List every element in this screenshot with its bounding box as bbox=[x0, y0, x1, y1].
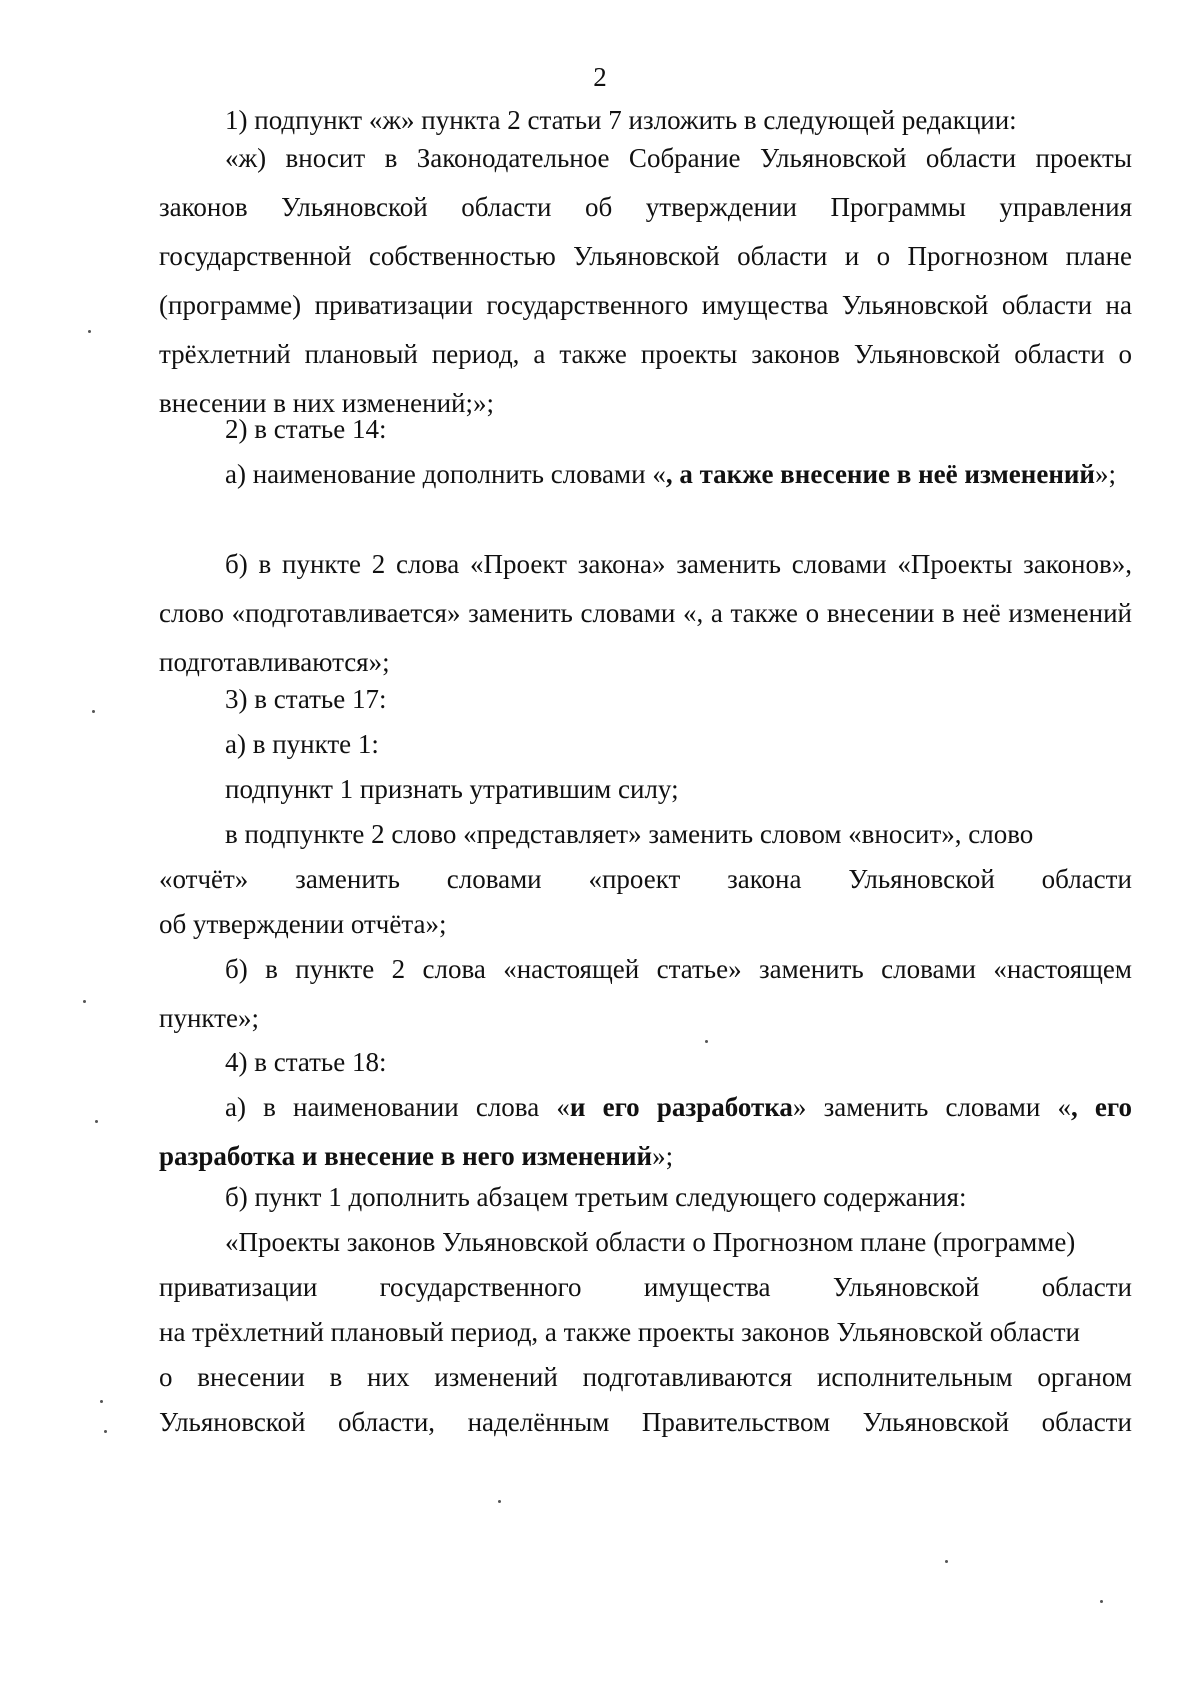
paragraph-18-a-bold1: и его разработка bbox=[569, 1092, 793, 1122]
paragraph-article-18: 4) в статье 18: bbox=[225, 1047, 387, 1077]
paragraph-item-1: 1) подпункт «ж» пункта 2 статьи 7 изложить в следующей редакции: bbox=[225, 105, 1017, 135]
paragraph-14-a-end: »; bbox=[1095, 459, 1117, 489]
page-number: 2 bbox=[593, 62, 607, 92]
scan-speck bbox=[104, 1430, 107, 1433]
paragraph-14-a-text: а) наименование дополнить словами « bbox=[225, 459, 666, 489]
paragraph-18-a-text: а) в наименовании слова « bbox=[225, 1092, 570, 1122]
scan-speck bbox=[705, 1040, 708, 1043]
paragraph-18-a-bold2: , его разработка и внесение в него изменений bbox=[159, 1092, 1133, 1171]
scan-speck bbox=[1100, 1600, 1103, 1603]
paragraph-18-b: б) пункт 1 дополнить абзацем третьим следующего содержания: bbox=[225, 1182, 967, 1212]
scan-speck bbox=[498, 1500, 501, 1503]
scan-speck bbox=[83, 1000, 86, 1003]
quoted-line-5: Ульяновской области, наделённым Правительством Ульяновской области bbox=[159, 1407, 1132, 1437]
paragraph-article-14: 2) в статье 14: bbox=[225, 414, 387, 444]
paragraph-17-a-sub2-line3: об утверждении отчёта»; bbox=[159, 909, 447, 939]
scan-speck bbox=[100, 1400, 103, 1403]
paragraph-18-a-end: »; bbox=[652, 1141, 674, 1171]
paragraph-17-b: б) в пункте 2 слова «настоящей статье» заменить словами «настоящем пункте»; bbox=[159, 954, 1132, 1033]
paragraph-14-a bbox=[159, 450, 1132, 499]
scan-speck bbox=[92, 710, 95, 713]
paragraph-17-a-sub2-line2: «отчёт» заменить словами «проект закона Ульяновской области bbox=[159, 864, 1132, 894]
paragraph-article-17: 3) в статье 17: bbox=[225, 684, 387, 714]
paragraph-17-a-sub1: подпункт 1 признать утратившим силу; bbox=[225, 774, 679, 804]
quoted-line-3: на трёхлетний плановый период, а также проекты законов Ульяновской области bbox=[159, 1317, 1080, 1347]
paragraph-17-a: а) в пункте 1: bbox=[225, 729, 379, 759]
paragraph-18-a-mid: » заменить словами « bbox=[792, 1092, 1072, 1122]
paragraph-14-a-bold: , а также внесение в неё изменений bbox=[665, 459, 1095, 489]
paragraph-14-b: б) в пункте 2 слова «Проект закона» заменить словами «Проекты законов», слово «подготавливается» заменить словами «, а также о внесении в неё изменений подготавливаются»; bbox=[159, 549, 1132, 677]
paragraph-18-a bbox=[159, 1083, 1132, 1181]
scan-speck bbox=[88, 330, 91, 333]
quoted-line-1: «Проекты законов Ульяновской области о Прогнозном плане (программе) bbox=[225, 1227, 1076, 1257]
paragraph-item-zh: «ж) вносит в Законодательное Собрание Ульяновской области проекты законов Ульяновской области об утверждении Программы управления государственной собственностью Ульяновской области и о Прогнозном плане (программе) приватизации государственного имущества Ульяновской области на трёхлетний плановый период, а также проекты законов Ульяновской области о внесении в них изменений;»; bbox=[159, 143, 1132, 418]
paragraph-17-a-sub2-line1: в подпункте 2 слово «представляет» заменить словом «вносит», слово bbox=[225, 819, 1034, 849]
scan-speck bbox=[945, 1560, 948, 1563]
scan-speck bbox=[95, 1120, 98, 1123]
quoted-line-4: о внесении в них изменений подготавливаются исполнительным органом bbox=[159, 1362, 1132, 1392]
quoted-line-2: приватизации государственного имущества Ульяновской области bbox=[159, 1272, 1132, 1302]
